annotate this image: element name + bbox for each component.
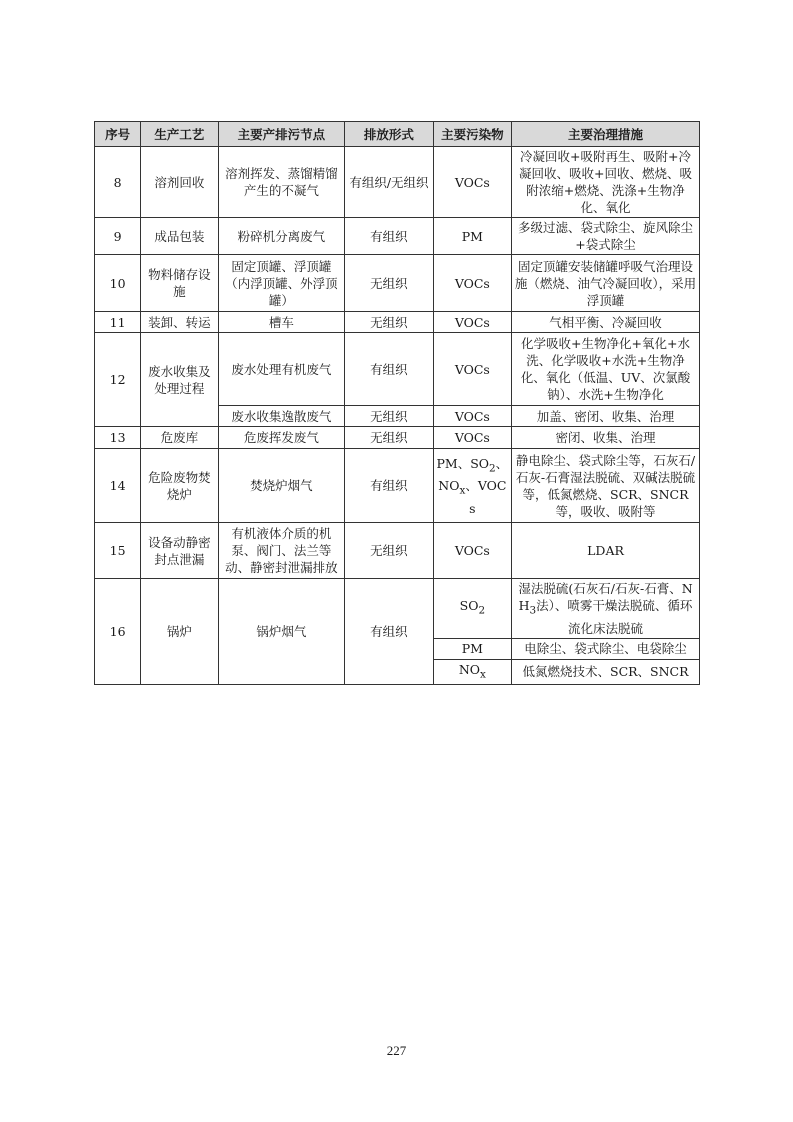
node-cell: 废水收集逸散废气 — [218, 406, 345, 427]
pollutant-cell: VOCs — [433, 333, 511, 406]
measure-cell: 化学吸收+生物净化+氧化+水洗、化学吸收+水洗+生物净化、氧化（低温、UV、次氯酸钠）、水洗+生物净化 — [512, 333, 700, 406]
subscript: 3 — [529, 604, 537, 617]
measure-cell: 低氮燃烧技术、SCR、SNCR — [512, 659, 700, 685]
table-header-row — [95, 122, 700, 147]
page-number: 227 — [386, 1043, 407, 1058]
process-cell: 装卸、转运 — [141, 312, 218, 333]
process-cell: 物料储存设施 — [141, 255, 218, 312]
pollutant-text: SO — [459, 598, 479, 613]
emission-form-cell: 有组织/无组织 — [345, 147, 433, 218]
header-cell: 序号 — [95, 122, 141, 147]
table-row — [95, 449, 700, 523]
pollutant-cell: VOCs — [433, 406, 511, 427]
node-cell: 溶剂挥发、蒸馏精馏产生的不凝气 — [218, 147, 345, 218]
emission-form-cell: 无组织 — [345, 427, 433, 449]
emission-form-cell: 无组织 — [345, 523, 433, 579]
row-number: 10 — [95, 255, 141, 312]
measure-cell: 静电除尘、袋式除尘等，石灰石/石灰-石膏湿法脱硫、双碱法脱硫等，低氮燃烧、SCR、SNCR等，吸收、吸附等 — [512, 449, 700, 523]
pollutant-text: NO — [438, 478, 460, 493]
node-cell: 焚烧炉烟气 — [218, 449, 345, 523]
measure-cell: 密闭、收集、治理 — [512, 427, 700, 449]
measure-cell: 气相平衡、冷凝回收 — [512, 312, 700, 333]
node-cell: 危废挥发废气 — [218, 427, 345, 449]
pollutant-text: 、 — [495, 455, 509, 471]
emission-form-cell: 有组织 — [345, 333, 433, 406]
subscript: x — [480, 668, 486, 680]
measure-cell: 多级过滤、袋式除尘、旋风除尘+袋式除尘 — [512, 218, 700, 255]
row-number: 14 — [95, 449, 141, 523]
measure-text: 法）、喷雾干燥法脱硫、循环流化床法脱硫 — [536, 598, 693, 636]
process-cell: 废水收集及处理过程 — [141, 333, 218, 427]
pollution-control-table — [94, 121, 700, 685]
node-cell: 废水处理有机废气 — [218, 333, 345, 406]
node-cell: 粉碎机分离废气 — [218, 218, 345, 255]
header-cell: 主要治理措施 — [512, 122, 700, 147]
subscript: 2 — [478, 604, 486, 617]
pollutant-cell — [433, 659, 511, 685]
pollutant-cell — [433, 449, 511, 523]
process-cell: 成品包装 — [141, 218, 218, 255]
row-number: 12 — [95, 333, 141, 427]
process-cell: 锅炉 — [141, 579, 218, 685]
header-cell: 生产工艺 — [141, 122, 218, 147]
process-cell: 设备动静密封点泄漏 — [141, 523, 218, 579]
node-cell: 槽车 — [218, 312, 345, 333]
node-cell: 固定顶罐、浮顶罐（内浮顶罐、外浮顶罐） — [218, 255, 345, 312]
measure-cell: 固定顶罐安装储罐呼吸气治理设施（燃烧、油气冷凝回收），采用浮顶罐 — [512, 255, 700, 312]
table-row — [95, 427, 700, 449]
header-cell: 排放形式 — [345, 122, 433, 147]
pollutant-cell: VOCs — [433, 255, 511, 312]
subscript: 2 — [489, 462, 496, 474]
row-number: 8 — [95, 147, 141, 218]
process-cell: 溶剂回收 — [141, 147, 218, 218]
pollutant-text: 、VOCs — [465, 478, 507, 516]
process-cell: 危险废物焚烧炉 — [141, 449, 218, 523]
row-number: 15 — [95, 523, 141, 579]
emission-form-cell: 无组织 — [345, 406, 433, 427]
process-cell: 危废库 — [141, 427, 218, 449]
table-row — [95, 312, 700, 333]
row-number: 13 — [95, 427, 141, 449]
emission-form-cell: 无组织 — [345, 255, 433, 312]
emission-form-cell: 有组织 — [345, 579, 433, 685]
pollutant-cell: VOCs — [433, 427, 511, 449]
pollutant-cell — [433, 579, 511, 639]
emission-form-cell: 无组织 — [345, 312, 433, 333]
measure-cell: 加盖、密闭、收集、治理 — [512, 406, 700, 427]
header-cell: 主要污染物 — [433, 122, 511, 147]
row-number: 11 — [95, 312, 141, 333]
pollutant-cell: PM — [433, 218, 511, 255]
pollutant-cell: VOCs — [433, 523, 511, 579]
measure-cell: 冷凝回收+吸附再生、吸附+冷凝回收、吸收+回收、燃烧、吸附浓缩+燃烧、洗涤+生物净化、氧化 — [512, 147, 700, 218]
pollutant-text: PM、SO — [436, 455, 490, 471]
pollutant-cell: PM — [433, 638, 511, 659]
row-number: 16 — [95, 579, 141, 685]
pollutant-cell: VOCs — [433, 312, 511, 333]
measure-text: 湿法脱硫(石灰石/石灰-石膏、NH — [518, 581, 693, 613]
subscript: x — [459, 484, 466, 497]
node-cell: 有机液体介质的机泵、阀门、法兰等动、静密封泄漏排放 — [218, 523, 345, 579]
node-cell: 锅炉烟气 — [218, 579, 345, 685]
table-row — [95, 218, 700, 255]
measure-cell — [512, 579, 700, 639]
table-row — [95, 523, 700, 579]
measure-cell: LDAR — [512, 523, 700, 579]
emission-form-cell: 有组织 — [345, 218, 433, 255]
pollutant-text: NO — [458, 661, 480, 677]
table-row — [95, 579, 700, 639]
pollutant-cell: VOCs — [433, 147, 511, 218]
row-number: 9 — [95, 218, 141, 255]
measure-cell: 电除尘、袋式除尘、电袋除尘 — [512, 638, 700, 659]
table-row — [95, 333, 700, 406]
table-row — [95, 147, 700, 218]
header-cell: 主要产排污节点 — [218, 122, 345, 147]
table-row — [95, 255, 700, 312]
emission-form-cell: 有组织 — [345, 449, 433, 523]
